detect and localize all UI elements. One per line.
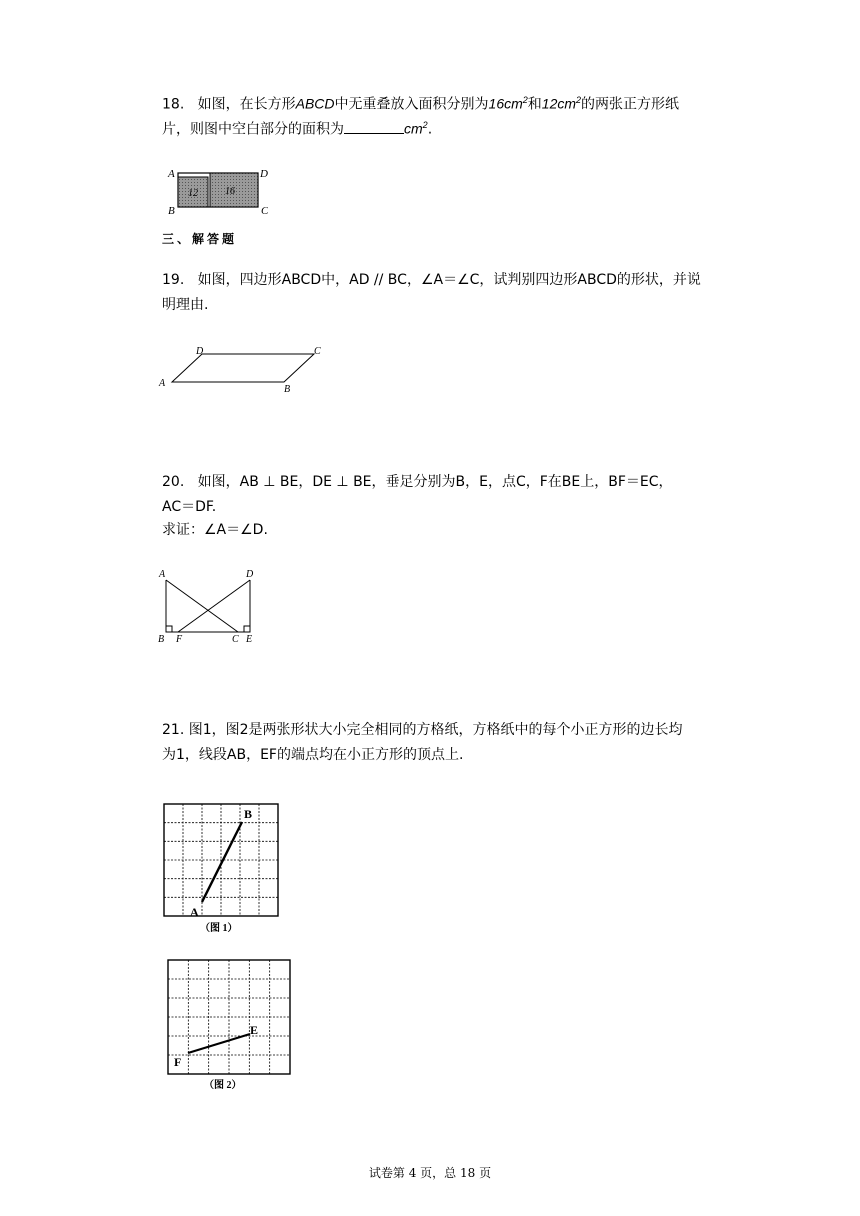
q19-line2: 明理由. <box>162 297 209 313</box>
q21-line1: 21. 图1，图2是两张形状大小完全相同的方格纸，方格纸中的每个小正方形的边长均 <box>162 722 683 738</box>
section-title: 三、解答题 <box>162 232 238 246</box>
q21-figure-2 <box>164 956 296 1096</box>
q19-number: 19. <box>162 272 185 288</box>
label-d: D <box>196 346 204 357</box>
label-f: F <box>176 634 183 645</box>
segment-ab <box>202 822 242 902</box>
q18-line2: 片，则图中空白部分的面积为 $cm^2$. <box>162 120 433 138</box>
label-a: A <box>190 905 199 919</box>
q19-line1: 19. 如图，四边形ABCD中，AD // BC，∠A＝∠C，试判别四边形ABCD的形状，并说 <box>162 272 701 288</box>
q21-line2: 为1，线段AB，EF的端点均在小正方形的顶点上. <box>162 747 464 763</box>
square-16-label: 16 <box>225 186 235 197</box>
page-footer: 试卷第 4 页，总 18 页 <box>368 1166 492 1180</box>
q19-figure <box>156 340 336 396</box>
answer-blank[interactable] <box>344 119 404 134</box>
q20-line1: 20. 如图，AB ⊥ BE，DE ⊥ BE，垂足分别为B，E，点C，F在BE上，BF＝EC， <box>162 474 673 490</box>
fig2-caption: （图 2） <box>204 1080 242 1091</box>
label-c: C <box>232 634 239 645</box>
label-a: A <box>159 378 166 389</box>
label-c: C <box>314 346 321 357</box>
label-e: E <box>250 1023 259 1037</box>
label-e: E <box>246 634 253 645</box>
label-f: F <box>174 1055 182 1069</box>
label-d: D <box>260 168 268 180</box>
q20-figure <box>156 564 266 648</box>
label-b: B <box>158 634 165 645</box>
label-b: B <box>168 205 175 217</box>
q20-line2: AC＝DF. <box>162 499 217 515</box>
q20-line3: 求证：∠A＝∠D. <box>162 522 268 538</box>
label-a: A <box>168 168 175 180</box>
q20-number: 20. <box>162 474 185 490</box>
label-a: A <box>159 569 166 580</box>
q21-number: 21. <box>162 722 185 738</box>
segment-ef <box>188 1034 250 1053</box>
label-b: B <box>244 807 253 821</box>
fig1-caption: （图 1） <box>200 923 238 934</box>
label-d: D <box>246 569 254 580</box>
q21-figure-1 <box>160 798 288 938</box>
square-12-label: 12 <box>188 188 198 199</box>
q18-line1: 18. 如图，在长方形ABCD中无重叠放入面积分别为$16cm^2$和$12cm^2$的两张正方形纸 <box>162 95 680 113</box>
q18-number: 18. <box>162 96 185 113</box>
q18-figure <box>164 164 268 220</box>
label-c: C <box>261 205 268 217</box>
label-b: B <box>284 384 291 395</box>
